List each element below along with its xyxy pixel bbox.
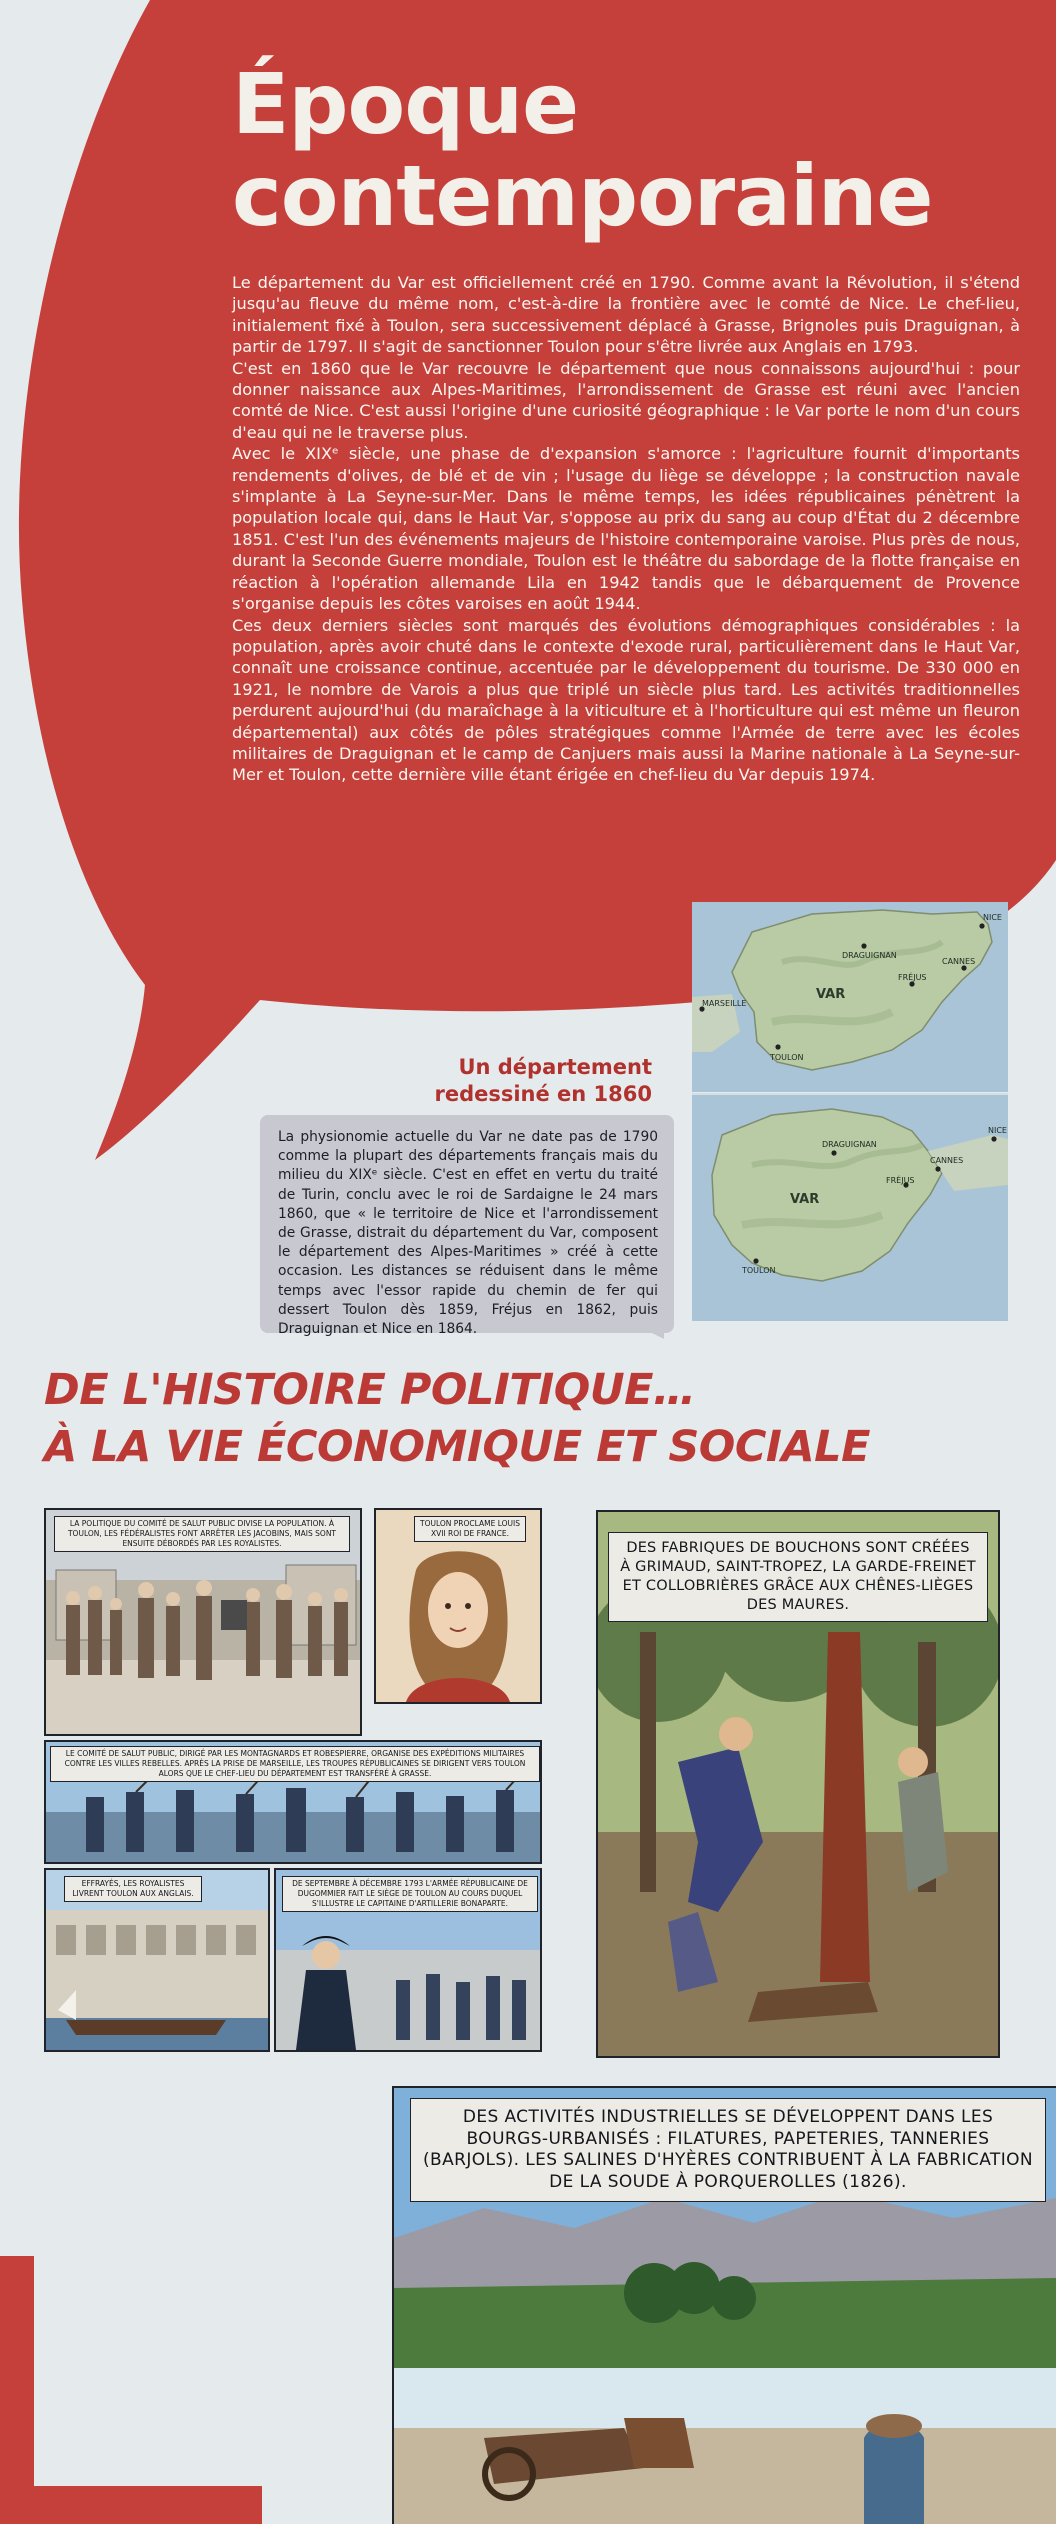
- intro-paragraph: C'est en 1860 que le Var recouvre le département que nous connaissons aujourd'hui : pour donner naissance aux Alpes-Maritimes, l'arrondissement de Grasse est réuni avec l'ancien comté de Nice. C'est aussi l'origine d'une curiosité géographique : le Var porte le nom d'un cours d'eau qui ne le traverse plus.: [232, 358, 1020, 442]
- region-label: VAR: [790, 1192, 820, 1207]
- town-label: NICE: [983, 913, 1002, 922]
- map-var-after-1860: [692, 1095, 1008, 1321]
- town-label: DRAGUIGNAN: [822, 1140, 877, 1149]
- town-toulon: [753, 1258, 758, 1263]
- map-var-before-1860: [692, 902, 1008, 1092]
- town-label: FRÉJUS: [886, 1176, 915, 1185]
- comic-panel-cork: [596, 1510, 1000, 2058]
- subsection-title-line: redessiné en 1860: [434, 1082, 652, 1106]
- town-draguignan: [861, 943, 866, 948]
- section-heading-line: À LA VIE ÉCONOMIQUE ET SOCIALE: [44, 1422, 870, 1472]
- comic-panel-crowd: [44, 1508, 362, 1736]
- comic-caption: TOULON PROCLAME LOUIS XVII ROI DE FRANCE.: [414, 1516, 526, 1542]
- town-frejus: [909, 981, 914, 986]
- town-label: CANNES: [942, 957, 976, 966]
- comic-caption: LE COMITÉ DE SALUT PUBLIC, DIRIGÉ PAR LES MONTAGNARDS ET ROBESPIERRE, ORGANISE DES EXPÉDITIONS MILITAIRES CONTRE LES VILLES REBELLES. APRÈS LA PRISE DE MARSEILLE, LES TROUPES RÉPUBLICAINES SE DIRIGENT VERS TOULON ALORS QUE LE CHEF-LIEU DU DÉPARTEMENT EST TRANSFÉRÉ À GRASSE.: [50, 1746, 540, 1782]
- town-cannes: [961, 965, 966, 970]
- red-accent-bar: [0, 2256, 34, 2524]
- comic-panel-salines: [392, 2086, 1056, 2524]
- comic-caption: LA POLITIQUE DU COMITÉ DE SALUT PUBLIC DIVISE LA POPULATION. À TOULON, LES FÉDÉRALISTES FONT ARRÊTER LES JACOBINS, MAIS SONT ENSUITE DÉBORDÉS PAR LES ROYALISTES.: [54, 1516, 350, 1552]
- comic-caption: EFFRAYÉS, LES ROYALISTES LIVRENT TOULON AUX ANGLAIS.: [64, 1876, 202, 1902]
- region-label: VAR: [816, 987, 846, 1002]
- comic-caption: DE SEPTEMBRE À DÉCEMBRE 1793 L'ARMÉE RÉPUBLICAINE DE DUGOMMIER FAIT LE SIÈGE DE TOULON AU COURS DUQUEL S'ILLUSTRE LE CAPITAINE D'ARTILLERIE BONAPARTE.: [282, 1876, 538, 1912]
- intro-text: [232, 272, 1020, 786]
- section-heading-line: DE L'HISTOIRE POLITIQUE…: [44, 1365, 696, 1415]
- title-line: Époque: [232, 55, 579, 153]
- intro-paragraph: Le département du Var est officiellement créé en 1790. Comme avant la Révolution, il s'étend jusqu'au fleuve du même nom, c'est-à-dire la frontière avec le comté de Nice. Le chef-lieu, initialement fixé à Toulon, sera successivement déplacé à Grasse, Brignoles puis Draguignan, à partir de 1797. Il s'agit de sanctionner Toulon pour s'être livrée aux Anglais en 1793.: [232, 273, 1020, 357]
- intro-paragraph: Ces deux derniers siècles sont marqués des évolutions démographiques considérables : la population, après avoir chuté dans le contexte d'exode rural, particulièrement dans le Haut Var, connaît une croissance continue, accentuée par le développement du tourisme. De 330 000 en 1921, le nombre de Varois a plus que triplé un siècle plus tard. Les activités traditionnelles perdurent aujourd'hui (du maraîchage à la viticulture et à l'horticulture qui est même un fleuron départemental) aux côtés de pôles stratégiques comme l'Armée de terre avec les écoles militaires de Draguignan et le camp de Canjuers mais aussi la Marine nationale à La Seyne-sur-Mer et Toulon, cette dernière ville étant érigée en chef-lieu du Var depuis 1974.: [232, 615, 1020, 785]
- comic-panel-portrait: [374, 1508, 542, 1704]
- subsection-title-line: Un département: [458, 1055, 652, 1079]
- town-label: NICE: [988, 1126, 1007, 1135]
- town-draguignan: [831, 1150, 836, 1155]
- town-label: CANNES: [930, 1156, 964, 1165]
- town-nice: [979, 923, 984, 928]
- town-label: DRAGUIGNAN: [842, 951, 897, 960]
- comic-panel-troops: [44, 1740, 542, 1864]
- intro-paragraph: Avec le XIXᵉ siècle, une phase de d'expansion s'amorce : l'agriculture fournit d'importants rendements d'olives, de blé et de vin ; l'usage du liège se développe ; la construction navale s'implante à La Seyne-sur-Mer. Dans le même temps, les idées républicaines pénètrent la population locale qui, dans le Haut Var, s'oppose au prix du sang au coup d'État du 2 décembre 1851. C'est l'un des événements majeurs de l'histoire contemporaine varoise. Plus près de nous, durant la Seconde Guerre mondiale, Toulon est le théâtre du sabordage de la flotte française en réaction à l'opération allemande Lila en 1942 tandis que le débarquement de Provence s'organise depuis les côtes varoises en août 1944.: [232, 444, 1020, 614]
- town-label: FRÉJUS: [898, 973, 927, 982]
- town-label: TOULON: [770, 1053, 804, 1062]
- town-label: MARSEILLE: [702, 999, 747, 1008]
- town-nice: [991, 1136, 996, 1141]
- town-label: TOULON: [742, 1266, 776, 1275]
- comic-caption: DES FABRIQUES DE BOUCHONS SONT CRÉÉES À GRIMAUD, SAINT-TROPEZ, LA GARDE-FREINET ET COLLOBRIÈRES GRÂCE AUX CHÊNES-LIÈGES DES MAURES.: [608, 1532, 988, 1622]
- red-accent-base: [0, 2486, 262, 2524]
- inset-text: La physionomie actuelle du Var ne date pas de 1790 comme la plupart des départements français mais du milieu du XIXᵉ siècle. C'est en effet en vertu du traité de Turin, conclu avec le roi de Sardaigne le 24 mars 1860, que « le territoire de Nice et l'arrondissement de Grasse, distrait du département du Var, composent le département des Alpes-Maritimes » créé à cette occasion. Les distances se réduisent dans le même temps avec l'essor rapide du chemin de fer qui dessert Toulon dès 1859, Fréjus en 1862, puis Draguignan et Nice en 1864.: [278, 1129, 658, 1338]
- subsection-title: [372, 1054, 652, 1108]
- comic-panel-harbour: [44, 1868, 270, 2052]
- town-toulon: [775, 1044, 780, 1049]
- title-line: contemporaine: [232, 147, 933, 245]
- comic-caption: DES ACTIVITÉS INDUSTRIELLES SE DÉVELOPPENT DANS LES BOURGS-URBANISÉS : FILATURES, PAPETERIES, TANNERIES (BARJOLS). LES SALINES D'HYÈRES CONTRIBUENT À LA FABRICATION DE LA SOUDE À PORQUEROLLES (1826).: [410, 2098, 1046, 2202]
- section-heading: [44, 1362, 870, 1476]
- comic-panel-bonaparte: [274, 1868, 542, 2052]
- town-cannes: [935, 1166, 940, 1171]
- page-title: [232, 55, 933, 245]
